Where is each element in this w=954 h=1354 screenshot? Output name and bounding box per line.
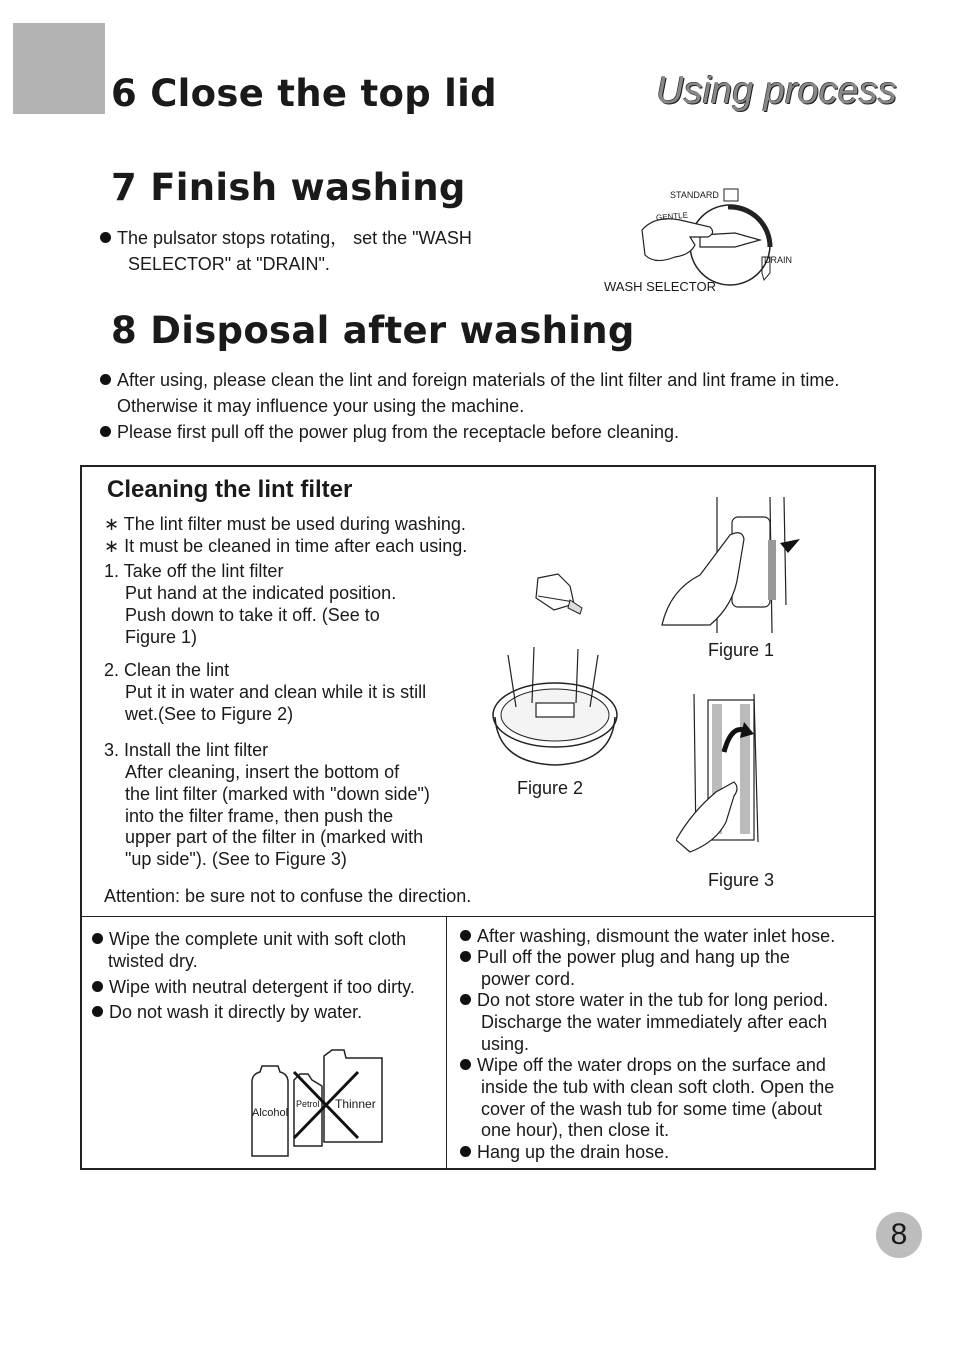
right-bullet-4 xyxy=(460,1055,826,1077)
step1-heading: 1. Take off the lint filter xyxy=(104,561,284,581)
right-bullet-3-line1: Do not store water in the tub for long period. xyxy=(477,990,829,1010)
right-bullet-5-text: Hang up the drain hose. xyxy=(477,1142,670,1162)
installing-filter-icon xyxy=(676,692,776,862)
bullet-dot xyxy=(100,426,111,437)
figure2-illustration xyxy=(488,645,623,775)
right-bullet-1 xyxy=(460,926,835,948)
lint-filter-small-illustration xyxy=(530,570,590,620)
figure3-illustration xyxy=(676,692,776,862)
step7-line2: SELECTOR" at "DRAIN". xyxy=(128,254,330,274)
right-bullet-2-line2: power cord. xyxy=(481,969,576,989)
lint-box-title: Cleaning the lint filter xyxy=(107,476,353,503)
left-bullet-1-line2: twisted dry. xyxy=(108,951,198,971)
bowl-washing-filter-icon xyxy=(488,645,623,775)
selector-drain-label: DRAIN xyxy=(764,255,793,265)
left-bullet-3 xyxy=(92,1002,362,1024)
right-bullet-4-line4: one hour), then close it. xyxy=(481,1120,670,1140)
selector-standard-label: STANDARD xyxy=(670,190,719,200)
right-bullet-1-text: After washing, dismount the water inlet hose. xyxy=(477,926,836,946)
bullet-dot xyxy=(460,994,471,1005)
step8-title: 8 Disposal after washing xyxy=(111,309,635,352)
selector-gentle-label: GENTLE xyxy=(655,210,689,223)
right-bullet-4-line2: inside the tub with clean soft cloth. Open the xyxy=(481,1077,835,1097)
step3-line: "up side"). (See to Figure 3) xyxy=(125,849,347,869)
right-bullet-3 xyxy=(460,990,828,1012)
hand-removing-filter-icon xyxy=(660,495,805,635)
left-bullet-1 xyxy=(92,929,406,951)
bottle-thinner-label: Thinner xyxy=(335,1097,376,1111)
bullet-dot xyxy=(100,374,111,385)
bottle-alcohol-label: Alcohol xyxy=(252,1107,289,1119)
right-bullet-3-line3: using. xyxy=(481,1034,530,1054)
step2-heading: 2. Clean the lint xyxy=(104,660,230,680)
figure1-label: Figure 1 xyxy=(708,640,775,660)
step7-title: 7 Finish washing xyxy=(111,166,466,209)
figure3-label: Figure 3 xyxy=(708,870,775,890)
bullet-dot xyxy=(460,1146,471,1157)
bottle-petrol-label: Petrol xyxy=(296,1099,320,1109)
step2-line: Put it in water and clean while it is still xyxy=(125,682,427,702)
section-title: Using process xyxy=(656,70,897,112)
bullet-dot xyxy=(92,1006,103,1017)
box-divider-vertical xyxy=(446,916,447,1170)
right-bullet-2 xyxy=(460,947,790,969)
right-bullet-4-line1: Wipe off the water drops on the surface and xyxy=(477,1055,826,1075)
figure2-label: Figure 2 xyxy=(517,778,584,798)
step7-bullet xyxy=(100,225,472,251)
bullet-dot xyxy=(460,930,471,941)
step3-line: the lint filter (marked with "down side") xyxy=(125,784,430,804)
bullet-dot xyxy=(100,232,111,243)
step8-bullet1 xyxy=(100,367,839,393)
step1-line: Put hand at the indicated position. xyxy=(125,583,397,603)
step6-title: 6 Close the top lid xyxy=(111,72,497,115)
selector-caption: WASH SELECTOR xyxy=(604,279,716,294)
step8-bullet1-line2: Otherwise it may influence your using the machine. xyxy=(117,396,525,416)
corner-gray-block xyxy=(13,23,105,114)
left-bullet-2-text: Wipe with neutral detergent if too dirty. xyxy=(109,977,415,997)
step1-line: Push down to take it off. (See to xyxy=(125,605,380,625)
lint-filter-icon xyxy=(530,570,590,620)
left-bullet-1-line1: Wipe the complete unit with soft cloth xyxy=(109,929,407,949)
figure1-illustration xyxy=(660,495,805,635)
step8-bullet2 xyxy=(100,419,679,445)
step3-heading: 3. Install the lint filter xyxy=(104,740,269,760)
step3-line: After cleaning, insert the bottom of xyxy=(125,762,400,782)
box-divider-horizontal xyxy=(80,916,876,917)
lint-note-1: ∗ The lint filter must be used during washing. xyxy=(104,514,466,534)
left-bullet-3-text: Do not wash it directly by water. xyxy=(109,1002,363,1022)
step8-bullet2-text: Please first pull off the power plug from the receptacle before cleaning. xyxy=(117,422,679,442)
lint-note-2: ∗ It must be cleaned in time after each using. xyxy=(104,536,468,556)
step2-line: wet.(See to Figure 2) xyxy=(125,704,294,724)
step7-line1: The pulsator stops rotating， set the "WASH xyxy=(117,228,472,248)
page-number: 8 xyxy=(876,1212,922,1258)
bullet-dot xyxy=(92,933,103,944)
right-bullet-3-line2: Discharge the water immediately after each xyxy=(481,1012,828,1032)
right-bullet-4-line3: cover of the wash tub for some time (about xyxy=(481,1099,823,1119)
right-bullet-5 xyxy=(460,1142,669,1164)
right-bullet-2-line1: Pull off the power plug and hang up the xyxy=(477,947,790,967)
bullet-dot xyxy=(92,981,103,992)
attention-note: Attention: be sure not to confuse the direction. xyxy=(104,886,472,906)
step3-line: upper part of the filter in (marked with xyxy=(125,827,424,847)
step3-line: into the filter frame, then push the xyxy=(125,806,394,826)
bullet-dot xyxy=(460,1059,471,1070)
bullet-dot xyxy=(460,951,471,962)
step8-bullet1-line1: After using, please clean the lint and foreign materials of the lint filter and lint frame in time. xyxy=(117,370,840,390)
step1-line: Figure 1) xyxy=(125,627,198,647)
left-bullet-2 xyxy=(92,977,415,999)
